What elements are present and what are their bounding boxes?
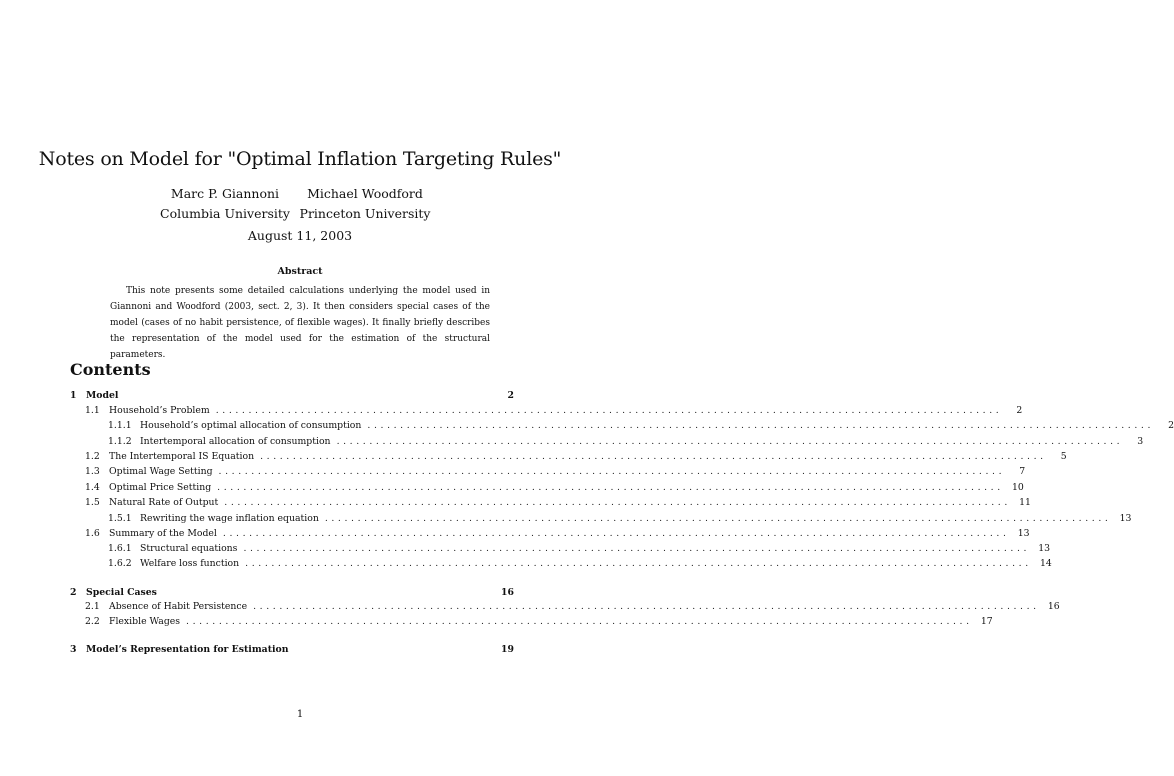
toc-entry-number: 1.5.1 (108, 513, 132, 524)
toc-entry-number: 2 (70, 587, 77, 598)
toc-entry-label: Household’s optimal allocation of consumption (140, 420, 362, 431)
paper-date: August 11, 2003 (247, 228, 353, 243)
toc-entry-number: 1.1.2 (108, 436, 132, 447)
author-1 (150, 184, 300, 224)
toc-entry-label: Optimal Wage Setting (109, 466, 213, 477)
toc-entry-label: Summary of the Model (109, 528, 217, 539)
toc-entry-label: Rewriting the wage inflation equation (140, 513, 319, 524)
author-name: Michael Woodford (307, 186, 423, 201)
toc-entry-number: 3 (70, 644, 77, 655)
toc-entry[interactable] (70, 482, 1024, 495)
abstract-heading: Abstract (277, 266, 323, 277)
toc-entry-page: 7 (1019, 466, 1026, 477)
toc-entry-page: 13 (1038, 543, 1051, 554)
toc-entry-number: 1.6.1 (108, 543, 132, 554)
abstract-text: This note presents some detailed calculations underlying the model used in Giannoni and Woodford (2003, sect. 2, 3). It then considers special cases of the model (cases of no habit persistence, of flexible wages). It finally briefly describes the representation of the model used for the estimation of the structural parameters. (110, 286, 490, 360)
toc-entry-label: Absence of Habit Persistence (109, 601, 248, 612)
toc-leader-dots: ........................................................................................................................ (324, 513, 1112, 524)
toc-entry[interactable] (70, 616, 993, 629)
page-number: 1 (296, 709, 304, 720)
toc-leader-dots: ........................................................................................................................ (367, 420, 1155, 431)
toc-entry-page: 16 (1047, 601, 1060, 612)
toc-entry-label: Intertemporal allocation of consumption (140, 436, 331, 447)
toc-entry[interactable] (70, 587, 514, 600)
toc-leader-dots: ........................................................................................................................ (336, 436, 1124, 447)
toc-leader-dots: ........................................................................................................................ (215, 405, 1003, 416)
toc-entry[interactable] (70, 436, 1144, 449)
toc-entry[interactable] (70, 451, 1067, 464)
toc-entry-number: 1.4 (85, 482, 100, 493)
toc-entry-label: Household’s Problem (109, 405, 210, 416)
toc-entry-page: 5 (1060, 451, 1067, 462)
toc-leader-dots: ........................................................................................................................ (253, 601, 1040, 612)
toc-leader-dots: ........................................................................................................................ (243, 543, 1031, 554)
toc-entry-label: Welfare loss function (140, 558, 240, 569)
toc-entry-number: 1.6.2 (108, 558, 132, 569)
toc-entry-label: Model’s Representation for Estimation (86, 644, 289, 655)
toc-entry[interactable] (70, 420, 1174, 433)
toc-entry[interactable] (70, 543, 1051, 556)
toc-entry[interactable] (70, 405, 1023, 418)
toc-entry-page: 3 (1137, 436, 1144, 447)
toc-entry-page: 2 (1168, 420, 1174, 431)
toc-entry-page: 14 (1039, 558, 1052, 569)
toc-entry-label: Natural Rate of Output (109, 497, 219, 508)
toc-entry-page: 13 (1119, 513, 1132, 524)
author-2 (290, 184, 440, 224)
author-name: Marc P. Giannoni (170, 186, 280, 201)
toc-entry-number: 1 (70, 390, 77, 401)
paper-title: Notes on Model for "Optimal Inflation Targeting Rules" (38, 148, 562, 170)
toc-entry-number: 1.2 (85, 451, 100, 462)
toc-entry-page: 17 (980, 616, 993, 627)
toc-entry-label: Flexible Wages (109, 616, 181, 627)
toc-leader-dots: ........................................................................................................................ (218, 466, 1006, 477)
toc-entry-number: 1.5 (85, 497, 100, 508)
toc-leader-dots: ........................................................................................................................ (260, 451, 1047, 462)
author-affiliation: Princeton University (299, 206, 431, 221)
toc-entry-number: 1.1 (85, 405, 100, 416)
toc-entry-number: 2.1 (85, 601, 100, 612)
toc-entry[interactable] (70, 466, 1026, 479)
toc-entry-page: 13 (1017, 528, 1030, 539)
toc-entry-number: 2.2 (85, 616, 100, 627)
toc-entry[interactable] (70, 390, 514, 403)
toc-leader-dots: ........................................................................................................................ (224, 497, 1011, 508)
toc-entry[interactable] (70, 601, 1060, 614)
toc-entry-page: 2 (507, 390, 514, 401)
toc-entry-number: 1.3 (85, 466, 100, 477)
toc-entry-page: 2 (1016, 405, 1023, 416)
toc-entry[interactable] (70, 528, 1030, 541)
toc-leader-dots: ........................................................................................................................ (217, 482, 1004, 493)
toc-entry[interactable] (70, 644, 514, 657)
toc-entry-label: Optimal Price Setting (109, 482, 212, 493)
toc-entry-page: 19 (501, 644, 514, 655)
toc-entry-label: The Intertemporal IS Equation (109, 451, 255, 462)
contents-heading: Contents (70, 360, 151, 379)
toc-leader-dots: ........................................................................................................................ (186, 616, 973, 627)
toc-entry-page: 11 (1019, 497, 1031, 508)
toc-entry-label: Model (86, 390, 119, 401)
toc-entry-label: Special Cases (86, 587, 157, 598)
toc-entry-label: Structural equations (140, 543, 238, 554)
toc-entry-number: 1.6 (85, 528, 100, 539)
toc-leader-dots: ........................................................................................................................ (222, 528, 1010, 539)
toc-entry[interactable] (70, 513, 1132, 526)
toc-leader-dots: ........................................................................................................................ (245, 558, 1032, 569)
toc-entry[interactable] (70, 558, 1052, 571)
toc-entry-number: 1.1.1 (108, 420, 132, 431)
toc-entry-page: 16 (501, 587, 514, 598)
toc-entry-page: 10 (1011, 482, 1024, 493)
author-affiliation: Columbia University (160, 206, 290, 221)
toc-entry[interactable] (70, 497, 1031, 510)
